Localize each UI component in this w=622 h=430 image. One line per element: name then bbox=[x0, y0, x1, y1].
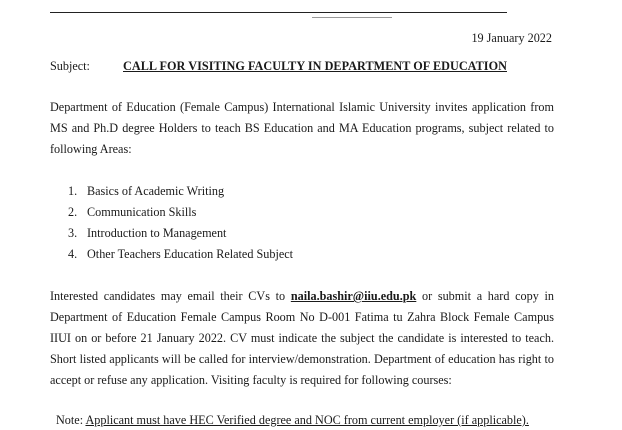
intro-line: following Areas: bbox=[50, 142, 132, 156]
list-item bbox=[68, 223, 293, 244]
application-line bbox=[50, 286, 554, 307]
subject-label: Subject: bbox=[50, 59, 90, 73]
list-item-label: Basics of Academic Writing bbox=[87, 184, 225, 198]
application-line: Short listed applicants will be called for interview/demonstration. Department of education has right to bbox=[50, 352, 554, 366]
email-link[interactable]: naila.bashir@iiu.edu.pk bbox=[290, 289, 417, 303]
application-line: Department of Education Female Campus Room No D-001 Fatima tu Zahra Block Female Campus bbox=[50, 310, 554, 324]
intro-line: Department of Education (Female Campus) International Islamic University invites application from bbox=[50, 100, 554, 114]
list-item-number: 2. bbox=[68, 205, 78, 219]
subject-title: CALL FOR VISITING FACULTY IN DEPARTMENT OF EDUCATION bbox=[123, 59, 507, 73]
list-item bbox=[68, 181, 293, 202]
application-paragraph bbox=[50, 286, 554, 391]
list-item-label: Communication Skills bbox=[87, 205, 197, 219]
list-item-number: 4. bbox=[68, 247, 78, 261]
subject-areas-list bbox=[68, 181, 293, 265]
application-line: accept or refuse any application. Visiting faculty is required for following courses: bbox=[50, 373, 452, 387]
list-item-number: 3. bbox=[68, 226, 78, 240]
list-item-number: 1. bbox=[68, 184, 78, 198]
list-item-label: Introduction to Management bbox=[87, 226, 227, 240]
apply-after-email-text: or submit a hard copy in bbox=[422, 289, 554, 303]
header-underline-remnant bbox=[312, 13, 392, 18]
intro-line: MS and Ph.D degree Holders to teach BS Education and MA Education programs, subject related to bbox=[50, 121, 554, 135]
note-line bbox=[56, 413, 529, 428]
application-line: IIUI on or before 21 January 2022. CV must indicate the subject the candidate is interested to teach. bbox=[50, 331, 554, 345]
intro-paragraph bbox=[50, 97, 554, 160]
note-label: Note: bbox=[56, 413, 84, 427]
note-text: Applicant must have HEC Verified degree and NOC from current employer (if applicable). bbox=[85, 413, 529, 427]
header-underline bbox=[50, 12, 507, 13]
list-item bbox=[68, 244, 293, 265]
apply-before-email-text: Interested candidates may email their CVs to bbox=[50, 289, 286, 303]
list-item bbox=[68, 202, 293, 223]
list-item-label: Other Teachers Education Related Subject bbox=[87, 247, 294, 261]
letter-date: 19 January 2022 bbox=[471, 31, 552, 45]
